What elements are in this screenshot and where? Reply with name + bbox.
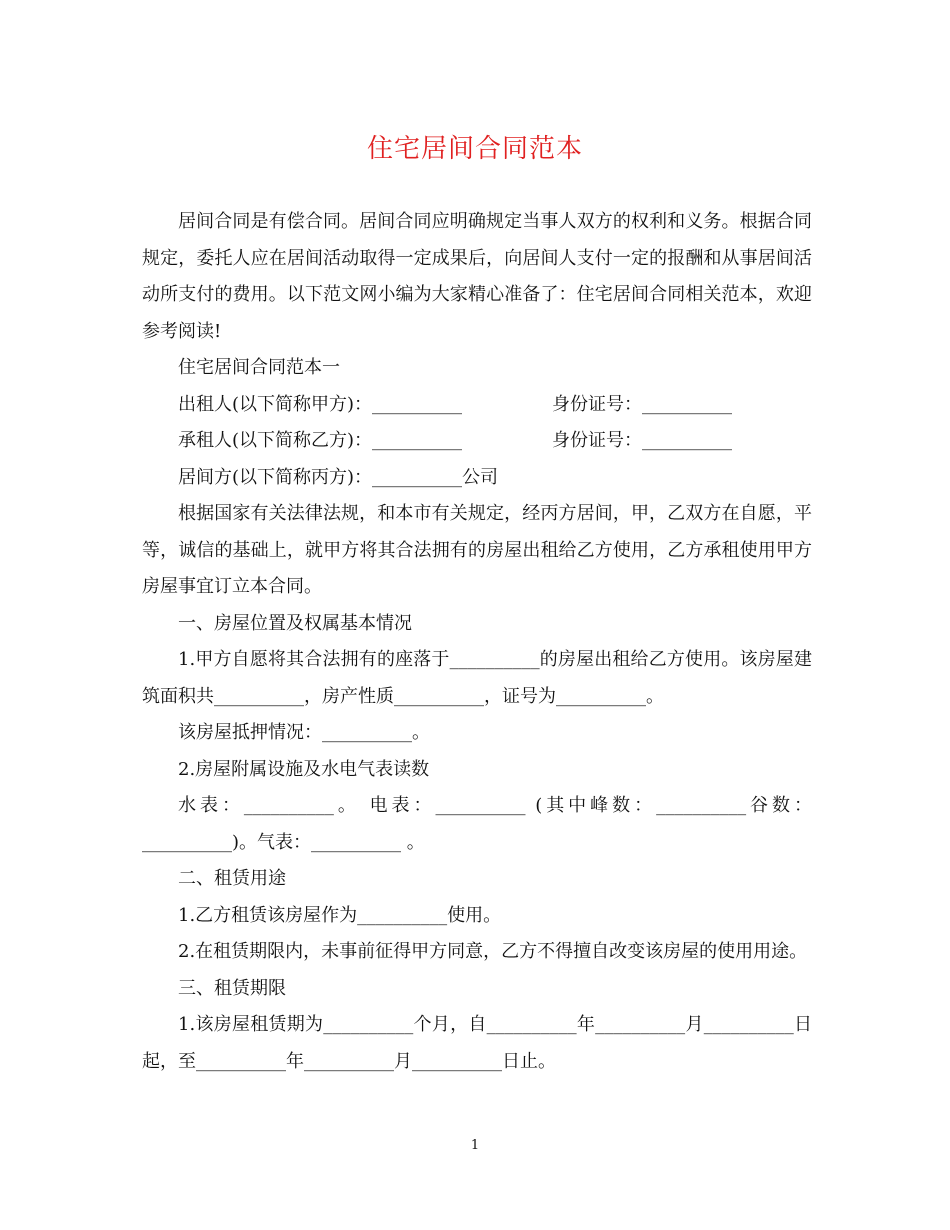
party-b-row	[142, 423, 812, 460]
party-a-label: 出租人(以下简称甲方)：__________	[178, 393, 463, 415]
intro-paragraph: 居间合同是有偿合同。居间合同应明确规定当事人双方的权利和义务。根据合同规定，委托人应在居间活动取得一定成果后，向居间人支付一定的报酬和从事居间活动所支付的费用。以下范文网小编为大家精心准备了：住宅居间合同相关范本，欢迎参考阅读!	[142, 211, 812, 342]
party-a-row	[142, 387, 812, 424]
party-c-label: 居间方(以下简称丙方)：__________公司	[178, 466, 499, 488]
page-number: 1	[470, 1138, 480, 1153]
section1-item1: 1.甲方自愿将其合法拥有的座落于__________的房屋出租给乙方使用。该房屋建筑面积共__________，房产性质__________，证号为__________。	[142, 649, 812, 707]
section1-item2: 2.房屋附属设施及水电气表读数	[178, 758, 430, 780]
section2-heading: 二、租赁用途	[178, 868, 286, 889]
party-c-row	[142, 460, 812, 497]
document-title: 住宅居间合同范本	[366, 134, 583, 164]
section2-item2: 2.在租赁期限内，未事前征得甲方同意，乙方不得擅自改变该房屋的使用用途。	[178, 941, 808, 962]
section2-item1: 1.乙方租赁该房屋作为__________使用。	[178, 904, 502, 926]
contract-subtitle: 住宅居间合同范本一	[178, 357, 340, 378]
document-body	[142, 204, 812, 1080]
section3-item1: 1.该房屋租赁期为__________个月，自__________年__________月__________日起，至__________年__________月__________日止。	[142, 1014, 812, 1072]
party-b-label: 承租人(以下简称乙方)：__________	[178, 430, 463, 451]
section1-mortgage: 该房屋抵押情况：__________。	[178, 722, 430, 743]
section3-heading: 三、租赁期限	[178, 977, 286, 999]
section1-heading: 一、房屋位置及权属基本情况	[178, 612, 412, 634]
section1-meters: 水表：__________。 电表：__________ (其中峰数：__________谷数：__________)。气表：__________ 。	[142, 795, 812, 853]
party-a-id: 身份证号：__________	[552, 393, 732, 415]
party-b-id: 身份证号：__________	[552, 430, 732, 451]
preamble-paragraph: 根据国家有关法律法规，和本市有关规定，经丙方居间，甲，乙双方在自愿，平等，诚信的基础上，就甲方将其合法拥有的房屋出租给乙方使用，乙方承租使用甲方房屋事宜订立本合同。	[142, 503, 812, 597]
